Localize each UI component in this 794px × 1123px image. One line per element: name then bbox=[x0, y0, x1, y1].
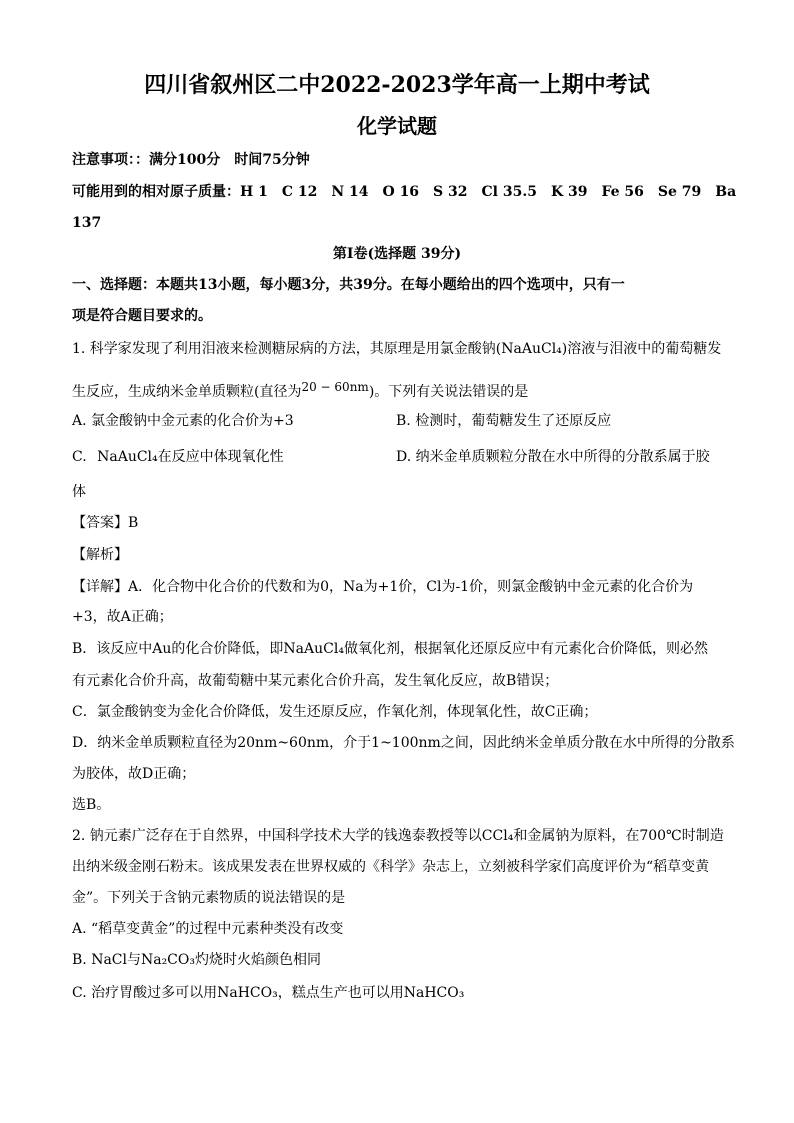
part-intro-line-2: 项是符合题目要求的。 bbox=[72, 308, 212, 324]
q1-detail-line-4: 有元素化合价升高，故葡萄糖中某元素化合价升高，发生氧化反应，故B错误； bbox=[72, 673, 559, 689]
q2-stem-line-2: 出纳米级金刚石粉末。该成果发表在世界权威的《科学》杂志上，立刻被科学家们高度评价为“稻草变黄 bbox=[72, 859, 710, 875]
q2-stem-line-3: 金”。下列关于含钠元素物质的说法错误的是 bbox=[72, 890, 346, 906]
q1-diameter-formula: 20 − 60nm bbox=[301, 380, 369, 394]
q1-option-c-formula: NaAuCl₄ bbox=[97, 449, 158, 465]
q1-analysis-label: 【解析】 bbox=[72, 547, 128, 563]
section-title: 第I卷(选择题 39分) bbox=[332, 246, 462, 262]
q1-option-c-text: 在反应中体现氧化性 bbox=[157, 449, 284, 465]
q1-detail-line-6: D．纳米金单质颗粒直径为20nm~60nm，介于1~100nm之间，因此纳米金单质分散在水中所得的分散系 bbox=[72, 735, 735, 751]
q2-stem-line-1: 2. 钠元素广泛存在于自然界，中国科学技术大学的钱逸泰教授等以CCl₄和金属钠为原料，在700℃时制造 bbox=[72, 828, 724, 844]
q1-option-b: B. 检测时，葡萄糖发生了还原反应 bbox=[396, 413, 612, 429]
q1-detail-line-1: 【详解】A．化合物中化合价的代数和为0，Na为+1价，Cl为-1价，则氯金酸钠中金元素的化合价为 bbox=[72, 579, 694, 595]
q1-detail-line-2: +3，故A正确； bbox=[72, 609, 173, 625]
q1-stem-line-1: 1. 科学家发现了利用泪液来检测糖尿病的方法，其原理是用氯金酸钠(NaAuCl₄)溶液与泪液中的葡萄糖发 bbox=[72, 341, 722, 357]
exam-title: 四川省叙州区二中2022-2023学年高一上期中考试 bbox=[144, 72, 650, 98]
atomic-masses-line-1: 可能用到的相对原子质量：H 1 C 12 N 14 O 16 S 32 Cl 35.5 K 39 Fe 56 Se 79 Ba bbox=[72, 184, 737, 200]
q1-answer: 【答案】B bbox=[72, 515, 139, 531]
q1-detail-line-3: B．该反应中Au的化合价降低，即NaAuCl₄做氧化剂，根据氧化还原反应中有元素化合价降低，则必然 bbox=[72, 641, 708, 657]
part-intro-line-1: 一、选择题：本题共13小题，每小题3分，共39分。在每小题给出的四个选项中，只有一 bbox=[72, 277, 625, 293]
q1-detail-line-8: 选B。 bbox=[72, 797, 111, 813]
q2-option-a: A. “稻草变黄金”的过程中元素种类没有改变 bbox=[72, 921, 344, 937]
q1-detail-line-7: 为胶体，故D正确； bbox=[72, 766, 196, 782]
q1-option-a: A. 氯金酸钠中金元素的化合价为+3 bbox=[72, 413, 294, 429]
q1-detail-line-5: C．氯金酸钠变为金化合价降低，发生还原反应，作氧化剂，体现氧化性，故C正确； bbox=[72, 704, 598, 720]
q1-stem-line-2 bbox=[72, 377, 528, 402]
q1-option-d-line-2: 体 bbox=[72, 484, 86, 500]
q2-option-c: C. 治疗胃酸过多可以用NaHCO₃，糕点生产也可以用NaHCO₃ bbox=[72, 985, 465, 1001]
notice-line: 注意事项：：满分100分 时间75分钟 bbox=[72, 152, 310, 168]
q1-option-d-line-1: D. 纳米金单质颗粒分散在水中所得的分散系属于胶 bbox=[396, 449, 710, 465]
q1-stem-text-a: 生反应，生成纳米金单质颗粒(直径为 bbox=[72, 384, 302, 400]
exam-subtitle: 化学试题 bbox=[357, 114, 437, 138]
q1-option-c-label: C. bbox=[72, 449, 87, 465]
q1-stem-text-b: )。下列有关说法错误的是 bbox=[368, 384, 529, 400]
q2-option-b: B. NaCl与Na₂CO₃灼烧时火焰颜色相同 bbox=[72, 952, 321, 968]
q1-option-c bbox=[72, 447, 284, 467]
atomic-masses-line-2: 137 bbox=[72, 215, 102, 231]
